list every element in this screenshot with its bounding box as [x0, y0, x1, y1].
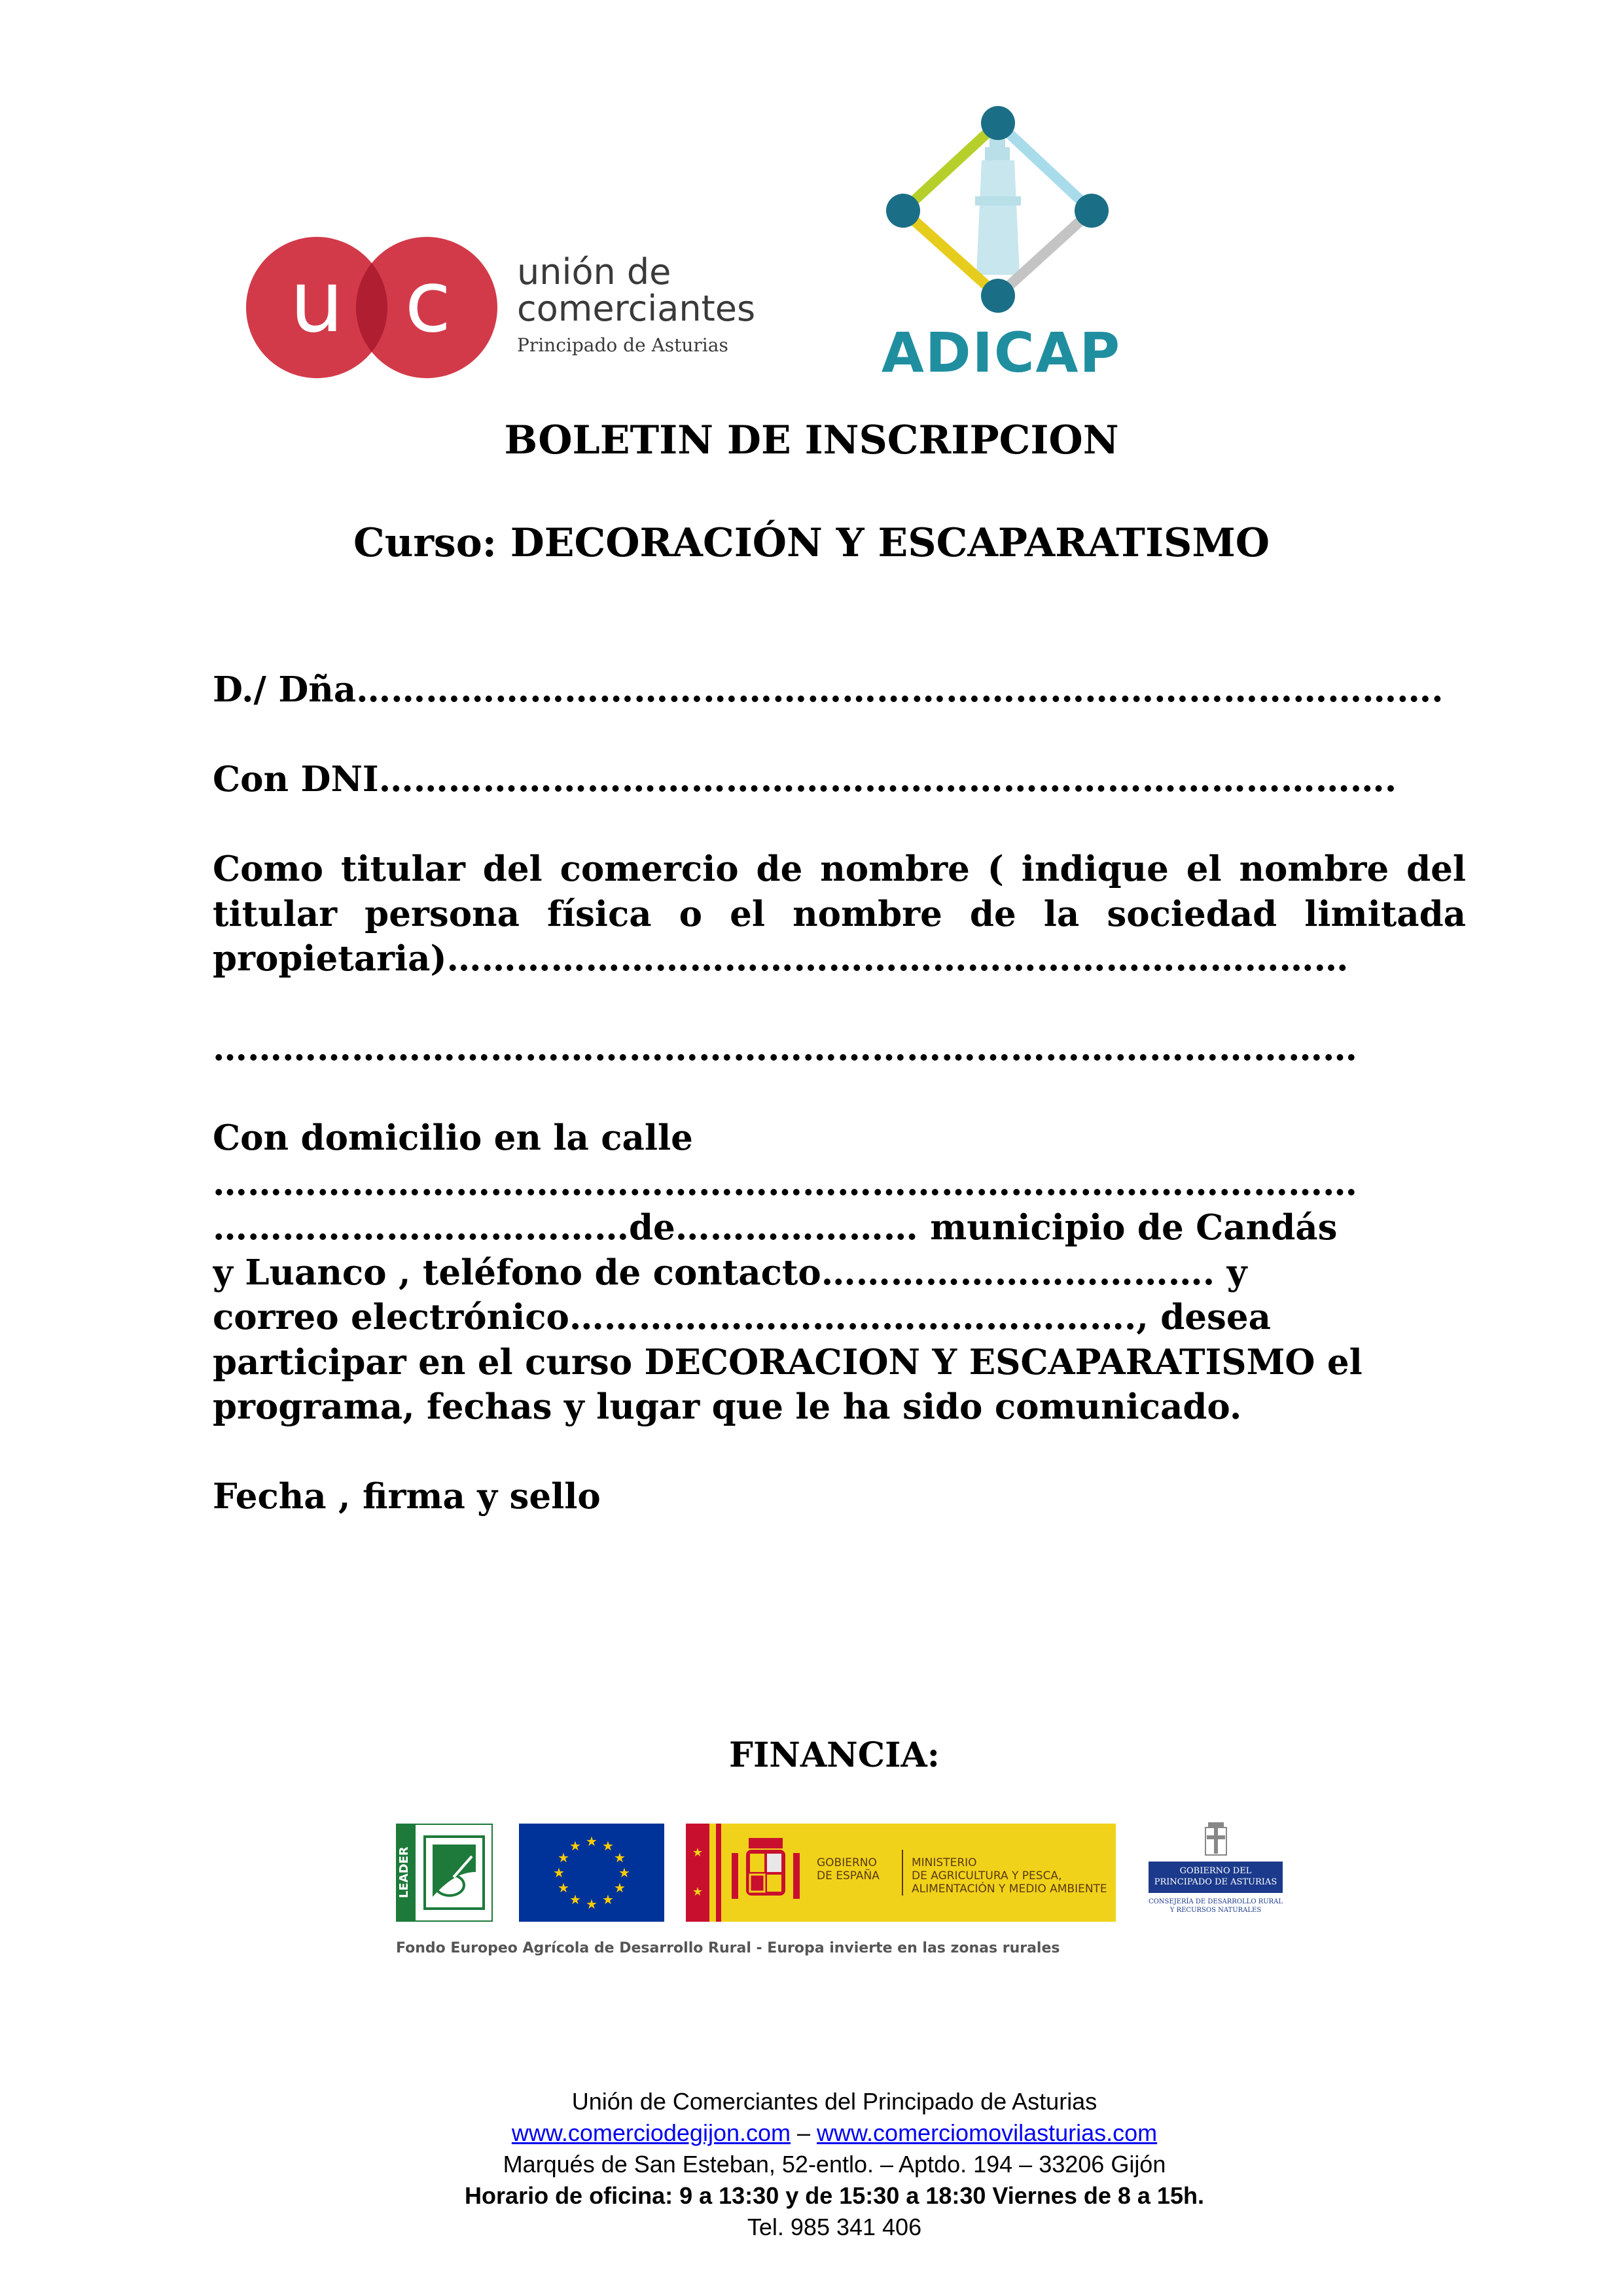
- uc-monogram-u: u: [289, 252, 344, 351]
- feader-caption: Fondo Europeo Agrícola de Desarrollo Rural - Europa invierte en las zonas rurales: [396, 1940, 1060, 1956]
- gobierno-espana-logo: [686, 1824, 1116, 1922]
- address-field-line-6: participar en el curso DECORACION Y ESCAPARATISMO el: [213, 1341, 1363, 1383]
- gobierno-asturias-logo: [1142, 1816, 1289, 1927]
- adicap-diamond-icon: [877, 98, 1126, 321]
- footer-address: Marqués de San Esteban, 52-entlo. – Aptdo. 194 – 33206 Gijón: [503, 2151, 1166, 2178]
- footer-organization: Unión de Comerciantes del Principado de Asturias: [571, 2088, 1097, 2115]
- uc-monogram-c: c: [404, 252, 452, 351]
- svg-text:★: ★: [692, 1846, 704, 1860]
- svg-text:★: ★: [558, 1880, 569, 1896]
- financing-label: FINANCIA:: [729, 1735, 940, 1775]
- address-field-line-4: y Luanco , teléfono de contacto……………………………. y: [213, 1252, 1247, 1293]
- svg-text:★: ★: [618, 1865, 630, 1881]
- address-label: Con domicilio en la calle: [213, 1118, 693, 1158]
- svg-text:★: ★: [692, 1885, 704, 1899]
- svg-text:★: ★: [553, 1865, 565, 1881]
- leader-emblem-icon: [419, 1831, 489, 1914]
- eu-flag: [519, 1824, 664, 1922]
- svg-text:★: ★: [569, 1892, 581, 1907]
- asturias-crown-cross-icon: [1203, 1816, 1229, 1856]
- asturias-name-box: GOBIERNO DEL PRINCIPADO DE ASTURIAS: [1149, 1862, 1283, 1893]
- svg-text:★: ★: [586, 1896, 597, 1912]
- union-comerciantes-logo: [243, 234, 780, 381]
- comerciodegijon-link[interactable]: www.comerciodegijon.com: [511, 2119, 791, 2146]
- leader-tag: LEADER: [397, 1825, 416, 1920]
- adicap-wordmark: ADICAP: [881, 321, 1122, 385]
- footer-link-separator: –: [791, 2119, 817, 2146]
- signature-label: Fecha , firma y sello: [213, 1476, 601, 1517]
- footer-links: [0, 2117, 1623, 2149]
- address-field-line-3: ………………………………de………………… municipio de Candás: [213, 1207, 1338, 1248]
- leader-logo: [396, 1824, 493, 1922]
- uc-wordmark: [517, 251, 756, 359]
- eu-stars-icon: [519, 1824, 664, 1922]
- footer-office-hours: Horario de oficina: 9 a 13:30 y de 15:30 a 18:30 Viernes de 8 a 15h.: [465, 2182, 1204, 2209]
- spain-divider: [902, 1850, 903, 1896]
- spain-government-text: GOBIERNO DE ESPAÑA: [817, 1856, 880, 1882]
- uc-monogram-icon: [243, 234, 505, 381]
- funding-logos: [396, 1816, 1289, 1973]
- svg-text:★: ★: [602, 1892, 614, 1907]
- registration-form: [213, 667, 1466, 1519]
- adicap-logo: [877, 98, 1126, 386]
- dni-field-line: Con DNI…………………………………………………………………………….: [213, 759, 1397, 800]
- uc-wordmark-line2: comerciantes: [517, 288, 756, 329]
- course-title: Curso: DECORACIÓN Y ESCAPARATISMO: [353, 520, 1270, 566]
- owner-field-line-2: titular persona física o el nombre de la sociedad limitada: [213, 893, 1466, 934]
- document-title: BOLETIN DE INSCRIPCION: [504, 417, 1119, 463]
- name-field-line: D./ Dña………………………………………………………………………………….: [213, 669, 1444, 710]
- svg-text:★: ★: [602, 1838, 614, 1854]
- svg-text:★: ★: [614, 1880, 626, 1896]
- address-field-line-5: correo electrónico…………………………………………., desea: [213, 1297, 1271, 1337]
- address-field-line-7: programa, fechas y lugar que le ha sido comunicado.: [213, 1386, 1242, 1427]
- asturias-department-text: CONSEJERÍA DE DESARROLLO RURAL Y RECURSOS NATURALES: [1148, 1898, 1283, 1914]
- uc-wordmark-line1: unión de: [517, 251, 671, 292]
- comerciomovilasturias-link[interactable]: www.comerciomovilasturias.com: [817, 2119, 1158, 2146]
- owner-field-line-1: Como titular del comercio de nombre ( indique el nombre del: [213, 849, 1466, 889]
- svg-text:★: ★: [558, 1850, 569, 1865]
- footer: [0, 2086, 1623, 2243]
- footer-phone: Tel. 985 341 406: [747, 2214, 922, 2240]
- uc-wordmark-subtitle: Principado de Asturias: [517, 334, 728, 356]
- address-dots-line: ………………………………………………………………………………………: [213, 1162, 1357, 1203]
- owner-blank-line: ………………………………………………………………………………………: [213, 1028, 1357, 1069]
- spain-ministry-text: MINISTERIO DE AGRICULTURA Y PESCA, ALIMENTACIÓN Y MEDIO AMBIENTE: [912, 1856, 1107, 1896]
- svg-text:★: ★: [569, 1838, 581, 1854]
- svg-text:★: ★: [586, 1833, 597, 1849]
- spain-coat-of-arms-icon: [686, 1824, 810, 1922]
- owner-field-line-3: propietaria)……………………………………………………………………: [213, 938, 1349, 979]
- svg-text:★: ★: [614, 1850, 626, 1865]
